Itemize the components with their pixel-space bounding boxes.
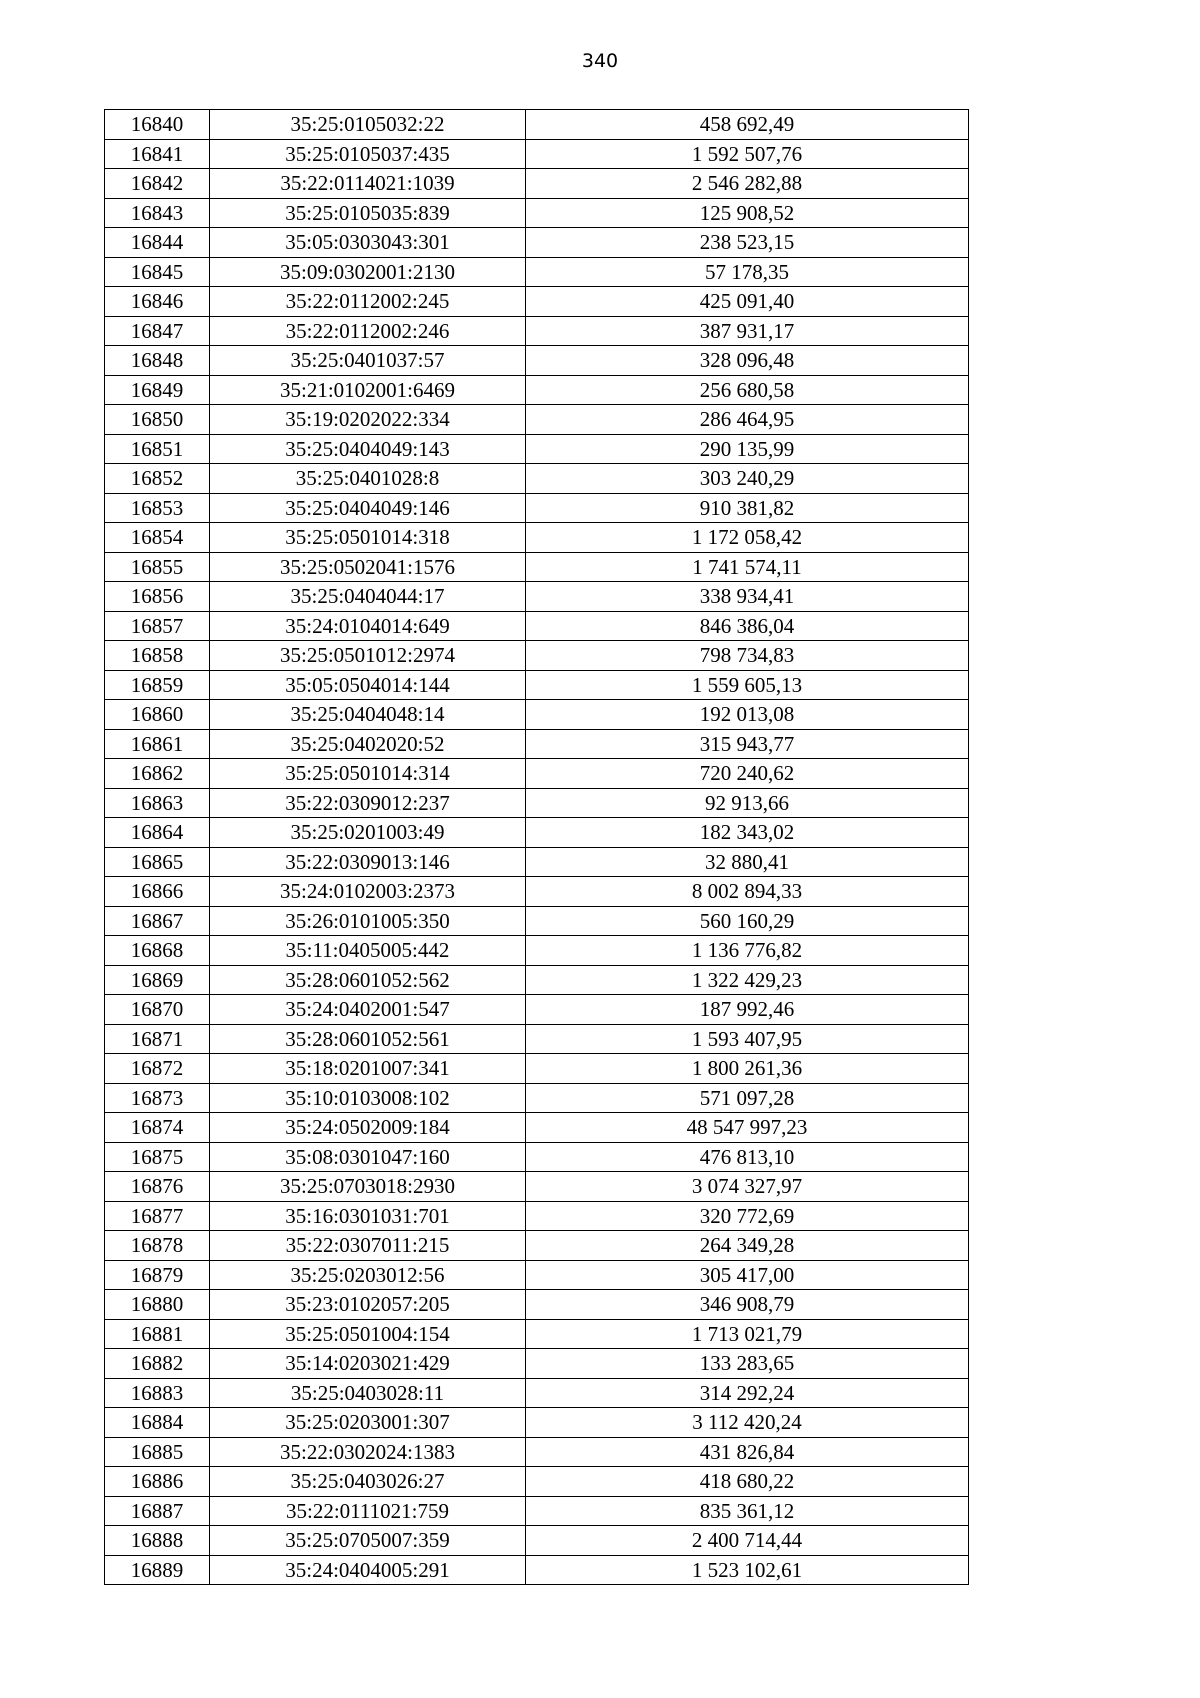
cadastral-value-cell: 1 741 574,11 bbox=[526, 552, 969, 582]
table-row bbox=[105, 759, 969, 789]
row-number-cell: 16842 bbox=[105, 169, 210, 199]
cadastral-number-cell: 35:25:0502041:1576 bbox=[210, 552, 526, 582]
cadastral-value-cell: 1 523 102,61 bbox=[526, 1555, 969, 1585]
row-number-cell: 16850 bbox=[105, 405, 210, 435]
cadastral-value-cell: 1 172 058,42 bbox=[526, 523, 969, 553]
cadastral-number-cell: 35:25:0404048:14 bbox=[210, 700, 526, 730]
row-number-cell: 16877 bbox=[105, 1201, 210, 1231]
cadastral-number-cell: 35:24:0502009:184 bbox=[210, 1113, 526, 1143]
table-row bbox=[105, 1467, 969, 1497]
table-row bbox=[105, 670, 969, 700]
row-number-cell: 16862 bbox=[105, 759, 210, 789]
row-number-cell: 16878 bbox=[105, 1231, 210, 1261]
table-row bbox=[105, 1024, 969, 1054]
row-number-cell: 16870 bbox=[105, 995, 210, 1025]
row-number-cell: 16858 bbox=[105, 641, 210, 671]
table-row bbox=[105, 788, 969, 818]
table-row bbox=[105, 1172, 969, 1202]
cadastral-number-cell: 35:25:0105037:435 bbox=[210, 139, 526, 169]
cadastral-number-cell: 35:25:0501014:314 bbox=[210, 759, 526, 789]
cadastral-value-cell: 835 361,12 bbox=[526, 1496, 969, 1526]
table-row bbox=[105, 1437, 969, 1467]
cadastral-number-cell: 35:24:0402001:547 bbox=[210, 995, 526, 1025]
table-row bbox=[105, 169, 969, 199]
row-number-cell: 16861 bbox=[105, 729, 210, 759]
table-row bbox=[105, 1408, 969, 1438]
cadastral-number-cell: 35:23:0102057:205 bbox=[210, 1290, 526, 1320]
table-row bbox=[105, 1083, 969, 1113]
cadastral-number-cell: 35:26:0101005:350 bbox=[210, 906, 526, 936]
table-row bbox=[105, 1349, 969, 1379]
cadastral-value-cell: 32 880,41 bbox=[526, 847, 969, 877]
page-number: 340 bbox=[581, 50, 619, 72]
cadastral-value-cell: 314 292,24 bbox=[526, 1378, 969, 1408]
cadastral-value-cell: 1 800 261,36 bbox=[526, 1054, 969, 1084]
table-row bbox=[105, 729, 969, 759]
row-number-cell: 16840 bbox=[105, 110, 210, 140]
table-row bbox=[105, 936, 969, 966]
cadastral-number-cell: 35:25:0404049:146 bbox=[210, 493, 526, 523]
table-row bbox=[105, 1054, 969, 1084]
cadastral-value-cell: 418 680,22 bbox=[526, 1467, 969, 1497]
cadastral-number-cell: 35:25:0105035:839 bbox=[210, 198, 526, 228]
cadastral-value-cell: 57 178,35 bbox=[526, 257, 969, 287]
row-number-cell: 16871 bbox=[105, 1024, 210, 1054]
table-row bbox=[105, 965, 969, 995]
cadastral-value-cell: 133 283,65 bbox=[526, 1349, 969, 1379]
cadastral-value-cell: 256 680,58 bbox=[526, 375, 969, 405]
table-row bbox=[105, 493, 969, 523]
cadastral-value-cell: 125 908,52 bbox=[526, 198, 969, 228]
cadastral-number-cell: 35:24:0404005:291 bbox=[210, 1555, 526, 1585]
cadastral-value-cell: 1 592 507,76 bbox=[526, 139, 969, 169]
row-number-cell: 16872 bbox=[105, 1054, 210, 1084]
row-number-cell: 16875 bbox=[105, 1142, 210, 1172]
cadastral-number-cell: 35:18:0201007:341 bbox=[210, 1054, 526, 1084]
cadastral-number-cell: 35:24:0102003:2373 bbox=[210, 877, 526, 907]
cadastral-number-cell: 35:22:0302024:1383 bbox=[210, 1437, 526, 1467]
cadastral-value-cell: 846 386,04 bbox=[526, 611, 969, 641]
row-number-cell: 16866 bbox=[105, 877, 210, 907]
row-number-cell: 16848 bbox=[105, 346, 210, 376]
row-number-cell: 16852 bbox=[105, 464, 210, 494]
cadastral-number-cell: 35:25:0403026:27 bbox=[210, 1467, 526, 1497]
row-number-cell: 16846 bbox=[105, 287, 210, 317]
row-number-cell: 16845 bbox=[105, 257, 210, 287]
row-number-cell: 16853 bbox=[105, 493, 210, 523]
cadastral-value-cell: 305 417,00 bbox=[526, 1260, 969, 1290]
row-number-cell: 16851 bbox=[105, 434, 210, 464]
cadastral-number-cell: 35:25:0703018:2930 bbox=[210, 1172, 526, 1202]
cadastral-number-cell: 35:09:0302001:2130 bbox=[210, 257, 526, 287]
row-number-cell: 16865 bbox=[105, 847, 210, 877]
row-number-cell: 16883 bbox=[105, 1378, 210, 1408]
table-row bbox=[105, 1378, 969, 1408]
row-number-cell: 16868 bbox=[105, 936, 210, 966]
table-row bbox=[105, 405, 969, 435]
row-number-cell: 16864 bbox=[105, 818, 210, 848]
cadastral-value-table bbox=[104, 109, 969, 1585]
cadastral-value-cell: 346 908,79 bbox=[526, 1290, 969, 1320]
cadastral-value-cell: 328 096,48 bbox=[526, 346, 969, 376]
cadastral-number-cell: 35:24:0104014:649 bbox=[210, 611, 526, 641]
row-number-cell: 16881 bbox=[105, 1319, 210, 1349]
table-row bbox=[105, 110, 969, 140]
cadastral-number-cell: 35:25:0203012:56 bbox=[210, 1260, 526, 1290]
table-row bbox=[105, 582, 969, 612]
table-row bbox=[105, 1496, 969, 1526]
row-number-cell: 16879 bbox=[105, 1260, 210, 1290]
cadastral-value-cell: 1 593 407,95 bbox=[526, 1024, 969, 1054]
row-number-cell: 16880 bbox=[105, 1290, 210, 1320]
table-row bbox=[105, 287, 969, 317]
row-number-cell: 16888 bbox=[105, 1526, 210, 1556]
cadastral-value-cell: 425 091,40 bbox=[526, 287, 969, 317]
cadastral-value-cell: 3 112 420,24 bbox=[526, 1408, 969, 1438]
row-number-cell: 16841 bbox=[105, 139, 210, 169]
row-number-cell: 16856 bbox=[105, 582, 210, 612]
cadastral-number-cell: 35:22:0112002:246 bbox=[210, 316, 526, 346]
row-number-cell: 16855 bbox=[105, 552, 210, 582]
table-row bbox=[105, 1231, 969, 1261]
cadastral-value-cell: 92 913,66 bbox=[526, 788, 969, 818]
table-row bbox=[105, 1290, 969, 1320]
table-row bbox=[105, 1319, 969, 1349]
cadastral-number-cell: 35:25:0404044:17 bbox=[210, 582, 526, 612]
cadastral-number-cell: 35:05:0504014:144 bbox=[210, 670, 526, 700]
cadastral-value-cell: 187 992,46 bbox=[526, 995, 969, 1025]
table-row bbox=[105, 847, 969, 877]
cadastral-number-cell: 35:25:0404049:143 bbox=[210, 434, 526, 464]
row-number-cell: 16887 bbox=[105, 1496, 210, 1526]
cadastral-value-cell: 3 074 327,97 bbox=[526, 1172, 969, 1202]
cadastral-number-cell: 35:25:0501012:2974 bbox=[210, 641, 526, 671]
row-number-cell: 16859 bbox=[105, 670, 210, 700]
cadastral-value-cell: 48 547 997,23 bbox=[526, 1113, 969, 1143]
cadastral-number-cell: 35:19:0202022:334 bbox=[210, 405, 526, 435]
cadastral-number-cell: 35:25:0402020:52 bbox=[210, 729, 526, 759]
table-row bbox=[105, 523, 969, 553]
table-row bbox=[105, 1113, 969, 1143]
cadastral-value-cell: 238 523,15 bbox=[526, 228, 969, 258]
table-row bbox=[105, 1260, 969, 1290]
row-number-cell: 16882 bbox=[105, 1349, 210, 1379]
table-row bbox=[105, 877, 969, 907]
table-row bbox=[105, 464, 969, 494]
table-row bbox=[105, 434, 969, 464]
cadastral-number-cell: 35:22:0309013:146 bbox=[210, 847, 526, 877]
cadastral-value-cell: 315 943,77 bbox=[526, 729, 969, 759]
cadastral-value-cell: 338 934,41 bbox=[526, 582, 969, 612]
cadastral-number-cell: 35:28:0601052:561 bbox=[210, 1024, 526, 1054]
table-row bbox=[105, 552, 969, 582]
table-row bbox=[105, 1555, 969, 1585]
cadastral-value-cell: 1 559 605,13 bbox=[526, 670, 969, 700]
table-row bbox=[105, 346, 969, 376]
row-number-cell: 16876 bbox=[105, 1172, 210, 1202]
cadastral-number-cell: 35:25:0501004:154 bbox=[210, 1319, 526, 1349]
cadastral-number-cell: 35:25:0401037:57 bbox=[210, 346, 526, 376]
row-number-cell: 16857 bbox=[105, 611, 210, 641]
row-number-cell: 16889 bbox=[105, 1555, 210, 1585]
table-row bbox=[105, 641, 969, 671]
cadastral-value-cell: 476 813,10 bbox=[526, 1142, 969, 1172]
cadastral-value-cell: 910 381,82 bbox=[526, 493, 969, 523]
table-row bbox=[105, 228, 969, 258]
table-row bbox=[105, 906, 969, 936]
cadastral-value-cell: 8 002 894,33 bbox=[526, 877, 969, 907]
table-row bbox=[105, 316, 969, 346]
cadastral-number-cell: 35:14:0203021:429 bbox=[210, 1349, 526, 1379]
cadastral-value-cell: 1 322 429,23 bbox=[526, 965, 969, 995]
row-number-cell: 16849 bbox=[105, 375, 210, 405]
row-number-cell: 16874 bbox=[105, 1113, 210, 1143]
cadastral-value-cell: 264 349,28 bbox=[526, 1231, 969, 1261]
cadastral-number-cell: 35:05:0303043:301 bbox=[210, 228, 526, 258]
row-number-cell: 16860 bbox=[105, 700, 210, 730]
cadastral-value-cell: 2 400 714,44 bbox=[526, 1526, 969, 1556]
cadastral-number-cell: 35:22:0307011:215 bbox=[210, 1231, 526, 1261]
row-number-cell: 16844 bbox=[105, 228, 210, 258]
cadastral-number-cell: 35:25:0501014:318 bbox=[210, 523, 526, 553]
cadastral-number-cell: 35:25:0401028:8 bbox=[210, 464, 526, 494]
cadastral-number-cell: 35:10:0103008:102 bbox=[210, 1083, 526, 1113]
cadastral-value-cell: 320 772,69 bbox=[526, 1201, 969, 1231]
table-row bbox=[105, 818, 969, 848]
cadastral-number-cell: 35:08:0301047:160 bbox=[210, 1142, 526, 1172]
table-row bbox=[105, 700, 969, 730]
cadastral-number-cell: 35:25:0105032:22 bbox=[210, 110, 526, 140]
table-row bbox=[105, 1201, 969, 1231]
table-row bbox=[105, 139, 969, 169]
table-row bbox=[105, 1526, 969, 1556]
table-row bbox=[105, 611, 969, 641]
cadastral-value-cell: 720 240,62 bbox=[526, 759, 969, 789]
cadastral-number-cell: 35:22:0114021:1039 bbox=[210, 169, 526, 199]
cadastral-number-cell: 35:11:0405005:442 bbox=[210, 936, 526, 966]
row-number-cell: 16869 bbox=[105, 965, 210, 995]
row-number-cell: 16886 bbox=[105, 1467, 210, 1497]
cadastral-value-cell: 303 240,29 bbox=[526, 464, 969, 494]
cadastral-number-cell: 35:22:0111021:759 bbox=[210, 1496, 526, 1526]
cadastral-number-cell: 35:25:0403028:11 bbox=[210, 1378, 526, 1408]
cadastral-value-cell: 1 136 776,82 bbox=[526, 936, 969, 966]
table-row bbox=[105, 198, 969, 228]
cadastral-value-cell: 431 826,84 bbox=[526, 1437, 969, 1467]
cadastral-value-cell: 387 931,17 bbox=[526, 316, 969, 346]
cadastral-value-cell: 571 097,28 bbox=[526, 1083, 969, 1113]
cadastral-number-cell: 35:22:0309012:237 bbox=[210, 788, 526, 818]
cadastral-number-cell: 35:25:0203001:307 bbox=[210, 1408, 526, 1438]
table-row bbox=[105, 257, 969, 287]
cadastral-value-cell: 182 343,02 bbox=[526, 818, 969, 848]
row-number-cell: 16873 bbox=[105, 1083, 210, 1113]
row-number-cell: 16867 bbox=[105, 906, 210, 936]
cadastral-number-cell: 35:16:0301031:701 bbox=[210, 1201, 526, 1231]
cadastral-number-cell: 35:25:0705007:359 bbox=[210, 1526, 526, 1556]
row-number-cell: 16863 bbox=[105, 788, 210, 818]
table-body bbox=[105, 110, 969, 1585]
row-number-cell: 16843 bbox=[105, 198, 210, 228]
cadastral-number-cell: 35:22:0112002:245 bbox=[210, 287, 526, 317]
cadastral-value-cell: 1 713 021,79 bbox=[526, 1319, 969, 1349]
table-row bbox=[105, 1142, 969, 1172]
cadastral-number-cell: 35:21:0102001:6469 bbox=[210, 375, 526, 405]
row-number-cell: 16847 bbox=[105, 316, 210, 346]
cadastral-value-cell: 458 692,49 bbox=[526, 110, 969, 140]
cadastral-value-cell: 2 546 282,88 bbox=[526, 169, 969, 199]
cadastral-value-cell: 798 734,83 bbox=[526, 641, 969, 671]
cadastral-value-cell: 192 013,08 bbox=[526, 700, 969, 730]
row-number-cell: 16854 bbox=[105, 523, 210, 553]
table-row bbox=[105, 995, 969, 1025]
row-number-cell: 16884 bbox=[105, 1408, 210, 1438]
cadastral-value-cell: 286 464,95 bbox=[526, 405, 969, 435]
cadastral-number-cell: 35:25:0201003:49 bbox=[210, 818, 526, 848]
cadastral-number-cell: 35:28:0601052:562 bbox=[210, 965, 526, 995]
row-number-cell: 16885 bbox=[105, 1437, 210, 1467]
cadastral-value-cell: 560 160,29 bbox=[526, 906, 969, 936]
cadastral-value-cell: 290 135,99 bbox=[526, 434, 969, 464]
table-row bbox=[105, 375, 969, 405]
